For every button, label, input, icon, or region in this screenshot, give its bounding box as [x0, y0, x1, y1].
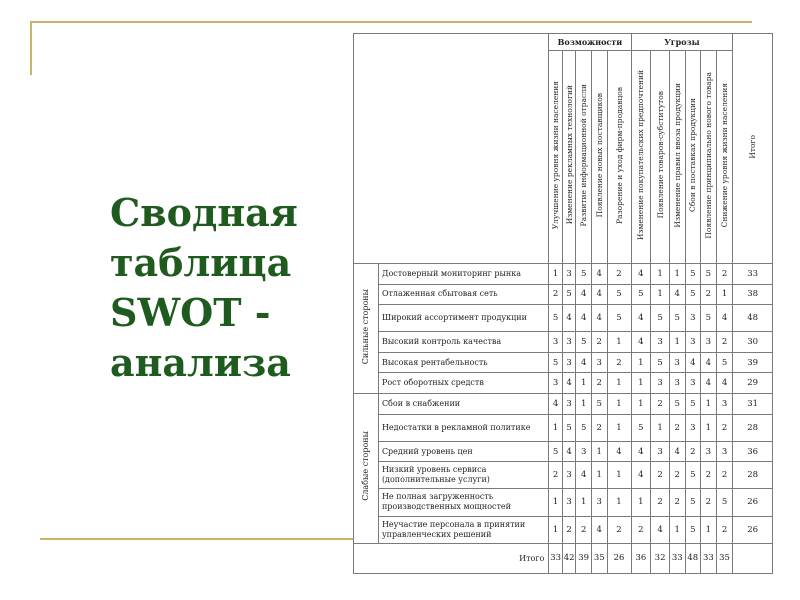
factor-cell: Средний уровень цен	[378, 441, 548, 462]
score-cell: 2	[591, 414, 607, 441]
score-cell: 3	[701, 332, 717, 353]
score-cell: 4	[631, 441, 651, 462]
table-row	[354, 414, 773, 441]
score-cell: 1	[576, 489, 592, 516]
score-cell: 5	[631, 284, 651, 305]
score-cell: 1	[549, 414, 563, 441]
score-cell: 4	[651, 516, 670, 543]
row-total-cell: 39	[733, 352, 773, 373]
score-cell: 4	[685, 352, 701, 373]
score-cell: 4	[701, 352, 717, 373]
score-cell: 2	[669, 414, 685, 441]
summary-cell: 33	[549, 543, 563, 573]
corner-cell	[354, 34, 549, 264]
score-cell: 2	[631, 516, 651, 543]
column-header	[591, 51, 607, 264]
score-cell: 5	[669, 305, 685, 332]
table-row	[354, 462, 773, 489]
row-total-cell: 28	[733, 414, 773, 441]
column-header-label: Появление товаров-субститутов	[655, 91, 665, 219]
summary-cell: 35	[591, 543, 607, 573]
score-cell: 1	[669, 264, 685, 285]
row-total-cell: 30	[733, 332, 773, 353]
summary-cell: 42	[562, 543, 576, 573]
factor-cell: Высокая рентабельность	[378, 352, 548, 373]
score-cell: 2	[591, 373, 607, 394]
score-cell: 2	[669, 489, 685, 516]
score-cell: 3	[562, 462, 576, 489]
score-cell: 1	[607, 462, 631, 489]
score-cell: 1	[591, 441, 607, 462]
summary-cell: 32	[651, 543, 670, 573]
score-cell: 5	[685, 394, 701, 415]
column-header	[685, 51, 701, 264]
weaknesses-group-label	[354, 394, 379, 544]
score-cell: 4	[591, 516, 607, 543]
row-total-cell: 48	[733, 305, 773, 332]
score-cell: 2	[716, 264, 733, 285]
score-cell: 2	[562, 516, 576, 543]
score-cell: 5	[549, 305, 563, 332]
column-header	[576, 51, 592, 264]
score-cell: 3	[669, 352, 685, 373]
score-cell: 4	[716, 305, 733, 332]
score-cell: 5	[685, 516, 701, 543]
column-header-label: Появление новых поставщиков	[594, 92, 604, 218]
decorative-top-line	[30, 21, 752, 23]
score-cell: 2	[651, 462, 670, 489]
score-cell: 3	[562, 332, 576, 353]
total-column-header-label: Итого	[748, 134, 758, 159]
table-row	[354, 441, 773, 462]
column-header-label: Разорение и уход фирм-продавцов	[614, 86, 624, 224]
score-cell: 1	[701, 516, 717, 543]
score-cell: 4	[669, 284, 685, 305]
column-header	[631, 51, 651, 264]
factor-cell: Рост оборотных средств	[378, 373, 548, 394]
column-header-label: Улучшение уровня жизни населения	[551, 80, 561, 230]
row-total-cell: 31	[733, 394, 773, 415]
score-cell: 2	[716, 414, 733, 441]
score-cell: 4	[591, 264, 607, 285]
score-cell: 5	[669, 394, 685, 415]
column-header	[607, 51, 631, 264]
decorative-corner-line	[30, 21, 32, 75]
score-cell: 1	[701, 414, 717, 441]
score-cell: 3	[685, 332, 701, 353]
score-cell: 1	[701, 394, 717, 415]
column-header-label: Сбои в поставках продукции	[688, 98, 698, 212]
column-header	[716, 51, 733, 264]
score-cell: 3	[591, 489, 607, 516]
score-cell: 2	[607, 264, 631, 285]
score-cell: 2	[576, 516, 592, 543]
score-cell: 3	[562, 489, 576, 516]
column-header	[562, 51, 576, 264]
table-row	[354, 284, 773, 305]
score-cell: 2	[701, 284, 717, 305]
score-cell: 4	[576, 305, 592, 332]
slide-title-line: таблица	[110, 240, 292, 285]
slide-title-line: Сводная	[110, 190, 298, 235]
table-row	[354, 373, 773, 394]
score-cell: 3	[549, 373, 563, 394]
score-cell: 5	[685, 462, 701, 489]
score-cell: 5	[549, 441, 563, 462]
score-cell: 1	[669, 332, 685, 353]
score-cell: 3	[716, 441, 733, 462]
row-total-cell: 26	[733, 489, 773, 516]
score-cell: 4	[562, 441, 576, 462]
score-cell: 3	[685, 373, 701, 394]
row-total-cell: 36	[733, 441, 773, 462]
total-column-header	[733, 34, 773, 264]
score-cell: 5	[631, 414, 651, 441]
column-header-label: Изменение правил ввоза продукции	[672, 82, 682, 228]
table-body	[354, 264, 773, 574]
score-cell: 2	[669, 462, 685, 489]
column-header-label: Снижение уровня жизни населения	[720, 82, 730, 228]
score-cell: 2	[716, 462, 733, 489]
score-cell: 4	[631, 462, 651, 489]
column-header-label: Появление принципиально нового товара	[703, 71, 713, 239]
score-cell: 5	[651, 305, 670, 332]
table-row	[354, 352, 773, 373]
factor-cell: Сбои в снабжении	[378, 394, 548, 415]
table-row	[354, 305, 773, 332]
column-header-label: Развитие информационной отрасли	[579, 83, 589, 227]
score-cell: 2	[716, 332, 733, 353]
score-cell: 1	[576, 394, 592, 415]
score-cell: 3	[701, 441, 717, 462]
summary-row	[354, 543, 773, 573]
score-cell: 4	[607, 441, 631, 462]
group-header-row	[354, 34, 773, 51]
score-cell: 4	[631, 264, 651, 285]
score-cell: 1	[631, 489, 651, 516]
score-cell: 1	[716, 284, 733, 305]
factor-cell: Отлаженная сбытовая сеть	[378, 284, 548, 305]
score-cell: 5	[701, 264, 717, 285]
score-cell: 2	[607, 516, 631, 543]
score-cell: 4	[576, 462, 592, 489]
score-cell: 4	[701, 373, 717, 394]
score-cell: 3	[685, 414, 701, 441]
score-cell: 2	[591, 332, 607, 353]
score-cell: 2	[607, 352, 631, 373]
column-header	[701, 51, 717, 264]
summary-total-cell	[733, 543, 773, 573]
score-cell: 5	[685, 264, 701, 285]
table-row	[354, 489, 773, 516]
score-cell: 2	[549, 462, 563, 489]
summary-cell: 36	[631, 543, 651, 573]
summary-cell: 33	[701, 543, 717, 573]
score-cell: 2	[549, 284, 563, 305]
score-cell: 1	[591, 462, 607, 489]
score-cell: 1	[651, 284, 670, 305]
score-cell: 4	[631, 305, 651, 332]
score-cell: 5	[607, 284, 631, 305]
score-cell: 2	[651, 394, 670, 415]
column-header-label: Изменение покупательских предпочтений	[636, 69, 646, 241]
score-cell: 4	[591, 305, 607, 332]
factor-cell: Высокий контроль качества	[378, 332, 548, 353]
score-cell: 5	[685, 489, 701, 516]
score-cell: 4	[562, 373, 576, 394]
score-cell: 5	[716, 352, 733, 373]
score-cell: 5	[716, 489, 733, 516]
score-cell: 2	[651, 489, 670, 516]
score-cell: 1	[549, 489, 563, 516]
score-cell: 3	[591, 352, 607, 373]
score-cell: 1	[607, 489, 631, 516]
score-cell: 1	[549, 516, 563, 543]
score-cell: 4	[562, 305, 576, 332]
summary-cell: 26	[607, 543, 631, 573]
factor-cell: Не полная загруженность производственных мощностей	[378, 489, 548, 516]
score-cell: 4	[576, 284, 592, 305]
summary-cell: 48	[685, 543, 701, 573]
score-cell: 4	[549, 394, 563, 415]
score-cell: 1	[549, 264, 563, 285]
score-cell: 3	[651, 332, 670, 353]
row-total-cell: 38	[733, 284, 773, 305]
score-cell: 1	[607, 332, 631, 353]
table-row	[354, 332, 773, 353]
score-cell: 2	[716, 516, 733, 543]
score-cell: 3	[562, 352, 576, 373]
swot-table	[353, 33, 773, 574]
weaknesses-group-label-text: Слабые стороны	[361, 431, 371, 502]
score-cell: 5	[562, 284, 576, 305]
factor-cell: Достоверный мониторинг рынка	[378, 264, 548, 285]
factor-cell: Недостатки в рекламной политике	[378, 414, 548, 441]
score-cell: 3	[651, 441, 670, 462]
strengths-group-label	[354, 264, 379, 394]
column-header	[549, 51, 563, 264]
score-cell: 1	[669, 516, 685, 543]
score-cell: 1	[631, 352, 651, 373]
score-cell: 3	[716, 394, 733, 415]
table-row	[354, 394, 773, 415]
score-cell: 5	[576, 264, 592, 285]
score-cell: 3	[651, 373, 670, 394]
score-cell: 1	[631, 373, 651, 394]
score-cell: 5	[685, 284, 701, 305]
score-cell: 3	[576, 441, 592, 462]
row-total-cell: 33	[733, 264, 773, 285]
score-cell: 3	[562, 394, 576, 415]
table-row	[354, 264, 773, 285]
score-cell: 4	[631, 332, 651, 353]
score-cell: 3	[562, 264, 576, 285]
slide-title	[110, 188, 310, 388]
summary-label: Итого	[354, 543, 549, 573]
threats-header: Угрозы	[631, 34, 733, 51]
score-cell: 2	[701, 489, 717, 516]
score-cell: 3	[685, 305, 701, 332]
row-total-cell: 29	[733, 373, 773, 394]
score-cell: 1	[607, 373, 631, 394]
summary-cell: 35	[716, 543, 733, 573]
factor-cell: Низкий уровень сервиса (дополнительные услуги)	[378, 462, 548, 489]
score-cell: 2	[701, 462, 717, 489]
score-cell: 2	[685, 441, 701, 462]
score-cell: 3	[669, 373, 685, 394]
score-cell: 5	[576, 332, 592, 353]
score-cell: 5	[651, 352, 670, 373]
score-cell: 3	[549, 332, 563, 353]
score-cell: 5	[562, 414, 576, 441]
score-cell: 5	[591, 394, 607, 415]
summary-cell: 39	[576, 543, 592, 573]
column-header	[651, 51, 670, 264]
strengths-group-label-text: Сильные стороны	[361, 288, 371, 365]
score-cell: 5	[607, 305, 631, 332]
score-cell: 5	[576, 414, 592, 441]
opportunities-header: Возможности	[549, 34, 631, 51]
score-cell: 1	[607, 394, 631, 415]
score-cell: 1	[631, 394, 651, 415]
column-header	[669, 51, 685, 264]
column-header-label: Изменение рекламных технологий	[564, 85, 574, 225]
table-row	[354, 516, 773, 543]
score-cell: 1	[651, 264, 670, 285]
score-cell: 4	[716, 373, 733, 394]
summary-cell: 33	[669, 543, 685, 573]
factor-cell: Неучастие персонала в принятии управленческих решений	[378, 516, 548, 543]
score-cell: 1	[576, 373, 592, 394]
score-cell: 1	[651, 414, 670, 441]
score-cell: 4	[669, 441, 685, 462]
score-cell: 4	[576, 352, 592, 373]
slide-title-line: анализа	[110, 340, 291, 385]
row-total-cell: 26	[733, 516, 773, 543]
score-cell: 4	[591, 284, 607, 305]
score-cell: 1	[607, 414, 631, 441]
score-cell: 5	[549, 352, 563, 373]
score-cell: 5	[701, 305, 717, 332]
slide-title-line: SWOT -	[110, 290, 271, 335]
row-total-cell: 28	[733, 462, 773, 489]
factor-cell: Широкий ассортимент продукции	[378, 305, 548, 332]
